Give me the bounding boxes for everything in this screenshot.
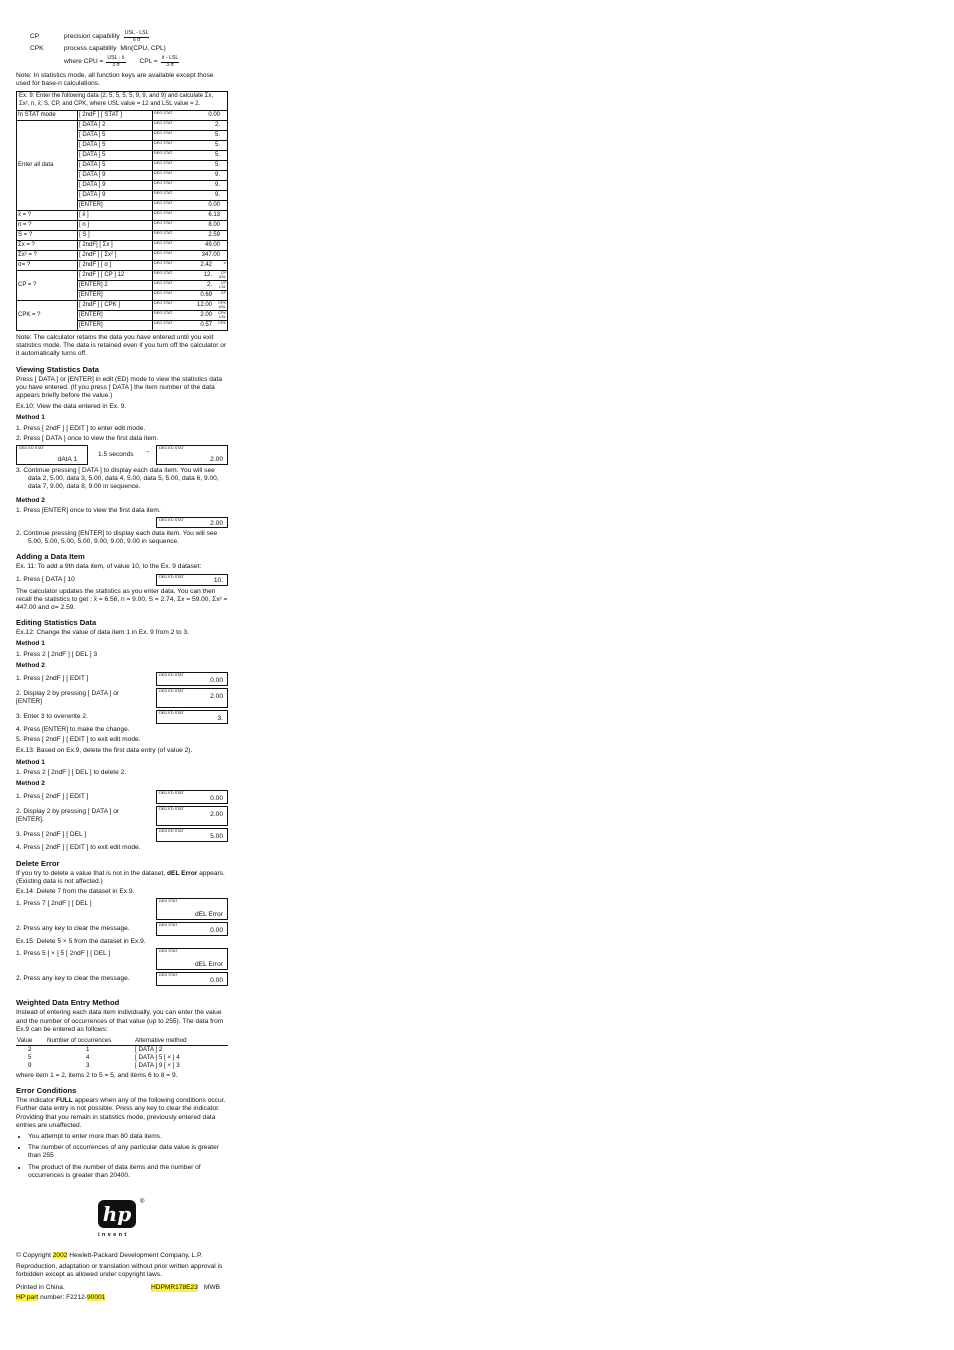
row-label: Enter all data: [17, 121, 78, 211]
key-sequence: [ENTER]: [78, 311, 153, 321]
row-label: In STAT mode: [17, 111, 78, 121]
step-text: 5. Press [ 2ndF ] [ EDIT ] to exit edit mode.: [16, 736, 141, 744]
copyright-year: 2002: [52, 1251, 68, 1259]
lcd-display: DEG ED STAT 5.00: [156, 828, 228, 842]
heading-adding-data: Adding a Data Item: [16, 552, 85, 562]
table-row: [17, 301, 228, 311]
display-value: DEG STAT 2.59: [153, 231, 228, 241]
key-sequence: [ENTER]: [78, 291, 153, 301]
step-text: 2. Press any key to clear the message.: [16, 975, 130, 983]
row-label: Σx = ?: [17, 241, 78, 251]
list-item: • The product of the number of data items and the number of occurrences is greater than 20400.: [28, 1164, 228, 1180]
key-sequence: [ DATA ] 2: [78, 121, 153, 131]
step-text: 1. Press 2 [ 2ndF ] [ DEL ] 3: [16, 650, 98, 658]
row-label: CP = ?: [17, 271, 78, 301]
key-sequence: [ DATA ] 9: [78, 191, 153, 201]
adding-body: The calculator updates the statistics as you enter data. You can then recall the statistics to get : x̄ = 6.56, n = 9.00, S = 2.74, Σx = 59.00, Σx² = 447.00 and σ= 2.59.: [16, 587, 228, 612]
lcd-display: DEG ED STAT dAtA 1: [16, 445, 88, 465]
weighted-after: where item 1 = 2, items 2 to 5 = 5, and items 6 to 8 = 9.: [16, 1071, 178, 1079]
display-value: DEG STAT 5.: [153, 161, 228, 171]
note-statistics-mode: Note: In statistics mode, all function keys are available except those used for base-n calculations.: [16, 72, 214, 88]
lcd-display: DEG STAT 0.00: [156, 922, 228, 936]
key-sequence: [ENTER]: [78, 201, 153, 211]
table-cell: 5: [28, 1054, 32, 1062]
list-item: • The number of occurrences of any particular data value is greater than 255: [28, 1144, 228, 1160]
key-sequence: [ 2ndF] [ Σx ]: [78, 241, 153, 251]
ex9-title: Ex. 9: Enter the following data (2, 5, 5, 5, 5, 9, 9, and 9) and calculate Σx, Σx², n, x̄, S, CP, and CPK, where USL value = 12 and LSL value = 2.: [17, 92, 228, 111]
heading-viewing-statistics: Viewing Statistics Data: [16, 364, 99, 374]
row-label: x̄ = ?: [17, 211, 78, 221]
key-sequence: [ 2ndF ] [ Σx² ]: [78, 251, 153, 261]
cp-formula: $\frac{\text{USL - LSL}}{6 \sigma}$: [124, 29, 149, 43]
table-row: [17, 241, 228, 251]
heading-delete-error: Delete Error: [16, 858, 60, 868]
key-sequence: [ 2ndF ] [ CP ] 12: [78, 271, 153, 281]
weighted-intro: Instead of entering each data item individually, you can enter the value and the number of occurrences of that value (up to 255). The data from Ex.9 can be entered as follows:: [16, 1009, 224, 1033]
display-value: DEG STAT 2.: [153, 121, 228, 131]
display-value: DEG STAT 0.00: [153, 201, 228, 211]
row-label: n = ?: [17, 221, 78, 231]
step-text: 1. Press [ 2ndF ] [ EDIT ]: [16, 674, 89, 682]
step-text: 1. Press [ 2ndF ] [ EDIT ] to enter edit mode.: [16, 424, 146, 432]
step-text: 4. Press [ 2ndF ] [ EDIT ] to exit edit mode.: [16, 844, 141, 852]
manual-page: [16, 30, 228, 1302]
step-text: 2. Display 2 by pressing [ DATA ] or [ENTER]: [16, 689, 120, 706]
lcd-display: DEG ED STAT 2.00: [156, 517, 228, 528]
delete-error-intro: If you try to delete a value that is not in the dataset, dEL Error appears. (Existing data is not affected.): [16, 869, 225, 885]
delay-text: 1.5 seconds: [98, 450, 134, 458]
cpk-definition: CPK process capability Min(CPU, CPL): [30, 44, 166, 52]
ex10-text: Ex.10: View the data entered in Ex. 9.: [16, 403, 127, 411]
table-cell: 9: [28, 1062, 32, 1070]
step-text: 1. Press 7 [ 2ndF ] [ DEL ]: [16, 900, 92, 908]
table-row: [17, 271, 228, 281]
table-row: [17, 251, 228, 261]
lcd-display: DEG ED STAT 2.00: [156, 688, 228, 708]
method-2-label: Method 2: [16, 496, 45, 504]
key-sequence: [ DATA ] 9: [78, 181, 153, 191]
table-cell: [ DATA ] 2: [135, 1046, 163, 1054]
lcd-display: DEG ED STAT 2.00: [156, 445, 228, 465]
key-sequence: [ DATA ] 5: [78, 161, 153, 171]
key-sequence: [ S ]: [78, 231, 153, 241]
display-value: CPK LSL DEG STAT 2.00: [154, 311, 226, 319]
step-text: 2. Continue pressing [ENTER] to display each data item. You will see 5.00, 5.00, 5.00, 5.00, 9.00, 9.00, 9.00 in sequence.: [16, 530, 218, 546]
hp-logo: [98, 1200, 228, 1246]
note-data-retained: Note: The calculator retains the data you have entered until you exit statistics mode. The data is retained even if you turn off the calculator or it automatically turns off.: [16, 334, 227, 358]
reproduction-notice: Reproduction, adaptation or translation without prior written approval is forbidden except as allowed under copyright laws.: [16, 1263, 223, 1279]
ex12-text: Ex.12: Change the value of data item 1 in Ex. 9 from 2 to 3.: [16, 629, 190, 637]
step-text: 3. Enter 3 to overwrite 2.: [16, 712, 88, 720]
step-text: 3. Continue pressing [ DATA ] to display each data item. You will see data 2, 5.00, data 3, 5.00, data 4, 5.00, data 5, 5.00, data 6, 9.00, data 7, 9.00, data 8, 9.00 in sequence.: [16, 467, 219, 491]
method-2-label: Method 2: [16, 780, 45, 788]
ex14-text: Ex.14: Delete 7 from the dataset in Ex.9.: [16, 887, 135, 895]
step-text: 1. Press [ 2ndF ] [ EDIT ]: [16, 793, 89, 801]
method-1-label: Method 1: [16, 414, 45, 422]
list-item: • You attempt to enter more than 80 data items.: [28, 1133, 228, 1141]
cpu-cpl-definition: where CPU = $\frac{\text{USL - x̄}}{3 \sigma}$ CPL = $\frac{\text{x̄ - LSL}}{3 \sigma}$: [64, 54, 179, 68]
lcd-display: DEG ED STAT 2.00: [156, 806, 228, 826]
display-value: DEG STAT 347.00: [153, 251, 228, 261]
row-label: S = ?: [17, 231, 78, 241]
step-text: 3. Press [ 2ndF ] [ DEL ]: [16, 831, 87, 839]
error-conditions-intro: The indicator FULL appears when any of the following conditions occur. Further data entry is not possible. Press any key to clear the indicator. Providing that you remain in statistics mode, previously entered data entries are unaffected.: [16, 1097, 226, 1129]
key-sequence: [ DATA ] 9: [78, 171, 153, 181]
display-value: DEG STAT 5.: [153, 141, 228, 151]
printed-in: Printed in China.: [16, 1283, 65, 1291]
table-cell: 4: [86, 1054, 90, 1062]
lcd-display: DEG ED STAT 10.: [156, 574, 228, 586]
display-value: CP USL DEG STAT 12.: [154, 271, 226, 279]
method-1-label: Method 1: [16, 758, 45, 766]
display-value: DEG STAT 9.: [153, 181, 228, 191]
step-text: 1. Press [ DATA ] 10: [16, 575, 75, 583]
lcd-display: DEG STAT dEL Error: [156, 948, 228, 970]
key-sequence: [ n ]: [78, 221, 153, 231]
display-value: DEG STAT 9.: [153, 171, 228, 181]
table-row: [17, 261, 228, 271]
column-header: Number of occurrences: [46, 1037, 134, 1046]
table-row: [16, 1062, 228, 1070]
key-sequence: [ENTER]: [78, 321, 153, 331]
lcd-display: DEG ED STAT 0.00: [156, 672, 228, 686]
key-sequence: [ DATA ] 5: [78, 151, 153, 161]
lcd-display: DEG STAT 0.00: [156, 972, 228, 986]
key-sequence: [ DATA ] 5: [78, 141, 153, 151]
print-code: HDPMR178E23: [150, 1283, 198, 1291]
display-value: DEG STAT 49.00: [153, 241, 228, 251]
part-number: HP part number: F2212-90001: [16, 1293, 106, 1301]
key-sequence: [ENTER] 2: [78, 281, 153, 291]
step-text: 2. Press [ DATA ] once to view the first data item.: [16, 434, 159, 442]
table-row: [16, 1054, 228, 1062]
ex15-text: Ex.15: Delete 5 × 5 from the dataset in Ex.9.: [16, 938, 146, 946]
display-value: σ DEG STAT 2.42: [153, 261, 228, 271]
heading-error-conditions: Error Conditions: [16, 1086, 77, 1096]
row-label: CPK = ?: [17, 301, 78, 331]
display-value: CPK DEG STAT 0.57: [153, 321, 228, 331]
display-value: DEG STAT 5.: [153, 151, 228, 161]
table-row: [17, 231, 228, 241]
table-cell: 3: [86, 1062, 90, 1070]
method-2-label: Method 2: [16, 661, 45, 669]
key-sequence: [ DATA ] 5: [78, 131, 153, 141]
row-label: σ= ?: [17, 261, 78, 271]
table-row: [17, 221, 228, 231]
display-value: CP LSL DEG STAT 2.: [154, 281, 226, 289]
table-cell: 1: [86, 1046, 90, 1054]
lcd-display: DEG ED STAT 3.: [156, 710, 228, 724]
table-row: [16, 1045, 228, 1054]
cp-definition: CP precision capability $\frac{\text{USL - LSL}}{6 \sigma}$: [30, 29, 149, 43]
display-value: DEG STAT 8.00: [153, 221, 228, 231]
lcd-display: DEG STAT dEL Error: [156, 898, 228, 920]
hp-logo-mark: hp: [98, 1200, 136, 1228]
table-cell: [ DATA ] 5 [ × ] 4: [135, 1054, 180, 1062]
footer: © Copyright 2002 Hewlett-Packard Development Company, L.P. Reproduction, adaptation or translation without prior written approval is forbidden except as allowed under copyright laws. Printed in China. HDPMR178E23 MWB HP part number: F2212-90001: [16, 1252, 228, 1302]
registered-mark: ®: [140, 1198, 145, 1205]
ex9-table: [16, 91, 228, 331]
display-value: DEG STAT 5.: [153, 131, 228, 141]
table-row: [17, 121, 228, 131]
column-header: Value: [16, 1037, 46, 1046]
hp-tagline: i n v e n t: [98, 1231, 127, 1238]
table-row: [17, 111, 228, 121]
error-conditions-list: [16, 1133, 228, 1180]
method-1-label: Method 1: [16, 640, 45, 648]
ex13-text: Ex.13: Based on Ex.9, delete the first data entry (of value 2).: [16, 747, 193, 755]
lcd-sequence: [16, 445, 228, 465]
step-text: 1. Press [ENTER] once to view the first data item.: [16, 506, 161, 514]
heading-editing-data: Editing Statistics Data: [16, 618, 97, 628]
step-text: 4. Press [ENTER] to make the change.: [16, 726, 130, 734]
key-sequence: [ 2ndF ] [ STAT ]: [78, 111, 153, 121]
display-value: DEG STAT 6.13: [153, 211, 228, 221]
display-value: CP DEG STAT 0.69: [153, 291, 228, 301]
column-header: Alternative method: [134, 1037, 228, 1046]
table-row: [17, 211, 228, 221]
lcd-display: DEG ED STAT 0.00: [156, 790, 228, 804]
display-value: CPK USL DEG STAT 12.00: [154, 301, 226, 309]
key-sequence: [ 2ndF ] [ σ ]: [78, 261, 153, 271]
key-sequence: [ x̄ ]: [78, 211, 153, 221]
step-text: 2. Press any key to clear the message.: [16, 925, 130, 932]
table-cell: [ DATA ] 9 [ × ] 3: [135, 1062, 180, 1070]
display-value: DEG STAT 0.00: [153, 111, 228, 121]
key-sequence: [ 2ndF ] [ CPK ]: [78, 301, 153, 311]
display-value: DEG STAT 9.: [153, 191, 228, 201]
arrow-icon: →: [143, 447, 151, 455]
row-label: Σx² = ?: [17, 251, 78, 261]
step-text: 1. Press 2 [ 2ndF ] [ DEL ] to delete 2.: [16, 768, 127, 776]
ex11-text: Ex. 11: To add a 9th data item, of value 10, to the Ex. 9 dataset:: [16, 563, 202, 571]
heading-weighted-entry: Weighted Data Entry Method: [16, 998, 120, 1008]
step-text: 1. Press 5 [ × ] 5 [ 2ndF ] [ DEL ]: [16, 950, 111, 958]
table-cell: 2: [28, 1046, 32, 1054]
step-text: 2. Display 2 by pressing [ DATA ] or [ENTER].: [16, 808, 120, 824]
weighted-table: [16, 1037, 228, 1070]
viewing-intro: Press [ DATA ] or [ENTER] in edit (ED) mode to view the statistics data you have entered. (If you press [ DATA ] the item number of the data appears briefly before the value.): [16, 375, 223, 400]
